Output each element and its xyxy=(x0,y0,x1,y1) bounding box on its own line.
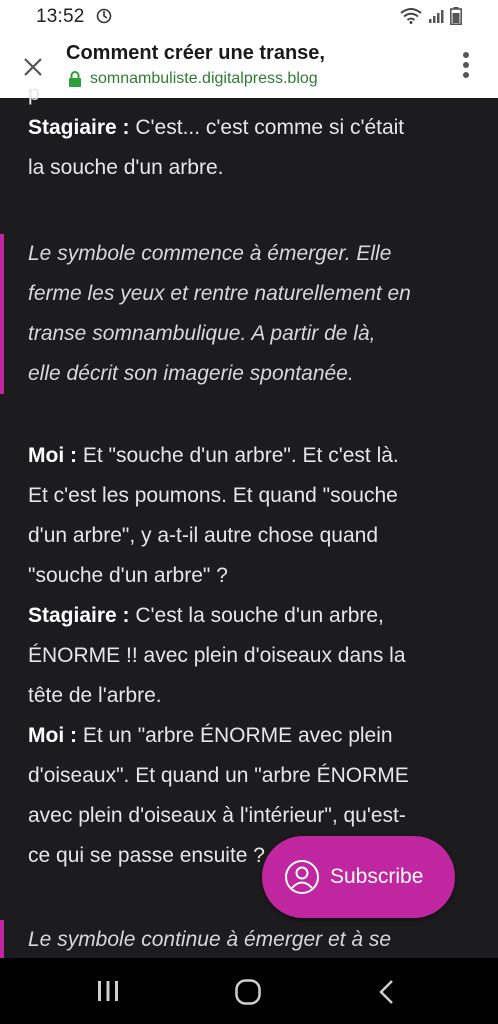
status-bar xyxy=(0,0,498,32)
quote-line: ferme les yeux et rentre naturellement en xyxy=(28,282,411,305)
quote-bar xyxy=(0,234,4,394)
dialogue-text: d'oiseaux". Et quand un "arbre ÉNORME xyxy=(28,764,409,787)
dialogue-text: C'est... c'est comme si c'était xyxy=(129,116,405,139)
page-title: Comment créer une transe, xyxy=(66,42,325,64)
browser-header xyxy=(0,32,498,98)
quote-line: Le symbole commence à émerger. Elle xyxy=(28,242,392,265)
url-row xyxy=(68,70,318,88)
status-time: 13:52 xyxy=(36,6,85,27)
dialogue-moi-1 xyxy=(28,436,473,596)
dialogue-text: Et un "arbre ÉNORME avec plein xyxy=(76,724,393,747)
page-url: somnambuliste.digitalpress.blog xyxy=(90,70,318,87)
speaker-label: Moi : xyxy=(28,444,77,467)
quote-text xyxy=(28,920,473,960)
dialogue-text: Et c'est les poumons. Et quand "souche xyxy=(28,484,398,507)
partial-text: p xyxy=(28,82,40,105)
battery-icon xyxy=(450,7,462,25)
quote-line: elle décrit son imagerie spontanée. xyxy=(28,362,354,385)
quote-block-2 xyxy=(0,920,470,960)
status-icons xyxy=(400,7,462,25)
signal-icon xyxy=(428,8,444,24)
dialogue-text: Et "souche d'un arbre". Et c'est là. xyxy=(76,444,399,467)
speaker-label: Stagiaire : xyxy=(28,116,130,139)
dialogue-text: avec plein d'oiseaux à l'intérieur", qu'est- xyxy=(28,804,406,827)
lock-icon xyxy=(68,71,82,87)
wifi-icon xyxy=(400,8,422,24)
dialogue-text: ce qui se passe ensuite ? xyxy=(28,844,265,867)
dialogue-stagiaire-2 xyxy=(28,596,473,716)
quote-line: Le symbole continue à émerger et à se xyxy=(28,928,392,951)
dialogue-text: "souche d'un arbre" ? xyxy=(28,564,228,587)
subscribe-label: Subscribe xyxy=(330,865,424,888)
home-icon[interactable] xyxy=(234,978,262,1006)
article-content xyxy=(0,82,498,958)
speaker-label: Moi : xyxy=(28,724,77,747)
more-vert-icon[interactable] xyxy=(462,52,470,80)
dialogue-stagiaire-1 xyxy=(28,108,473,188)
quote-block-1 xyxy=(0,234,470,394)
dialogue-text: d'un arbre", y a-t-il autre chose quand xyxy=(28,524,378,547)
back-icon[interactable] xyxy=(376,978,398,1006)
quote-bar xyxy=(0,920,4,960)
quote-line: transe somnambulique. A partir de là, xyxy=(28,322,376,345)
dialogue-text: la souche d'un arbre. xyxy=(28,156,224,179)
moon-timer-icon xyxy=(96,8,112,24)
system-nav-bar xyxy=(0,958,498,1024)
recent-apps-icon[interactable] xyxy=(95,978,121,1004)
dialogue-text: ÉNORME !! avec plein d'oiseaux dans la xyxy=(28,644,406,667)
dialogue-text: C'est la souche d'un arbre, xyxy=(129,604,384,627)
dialogue-text: tête de l'arbre. xyxy=(28,684,162,707)
speaker-label: Stagiaire : xyxy=(28,604,130,627)
subscribe-button[interactable] xyxy=(262,836,455,918)
person-icon xyxy=(284,859,320,895)
quote-text xyxy=(28,234,473,394)
